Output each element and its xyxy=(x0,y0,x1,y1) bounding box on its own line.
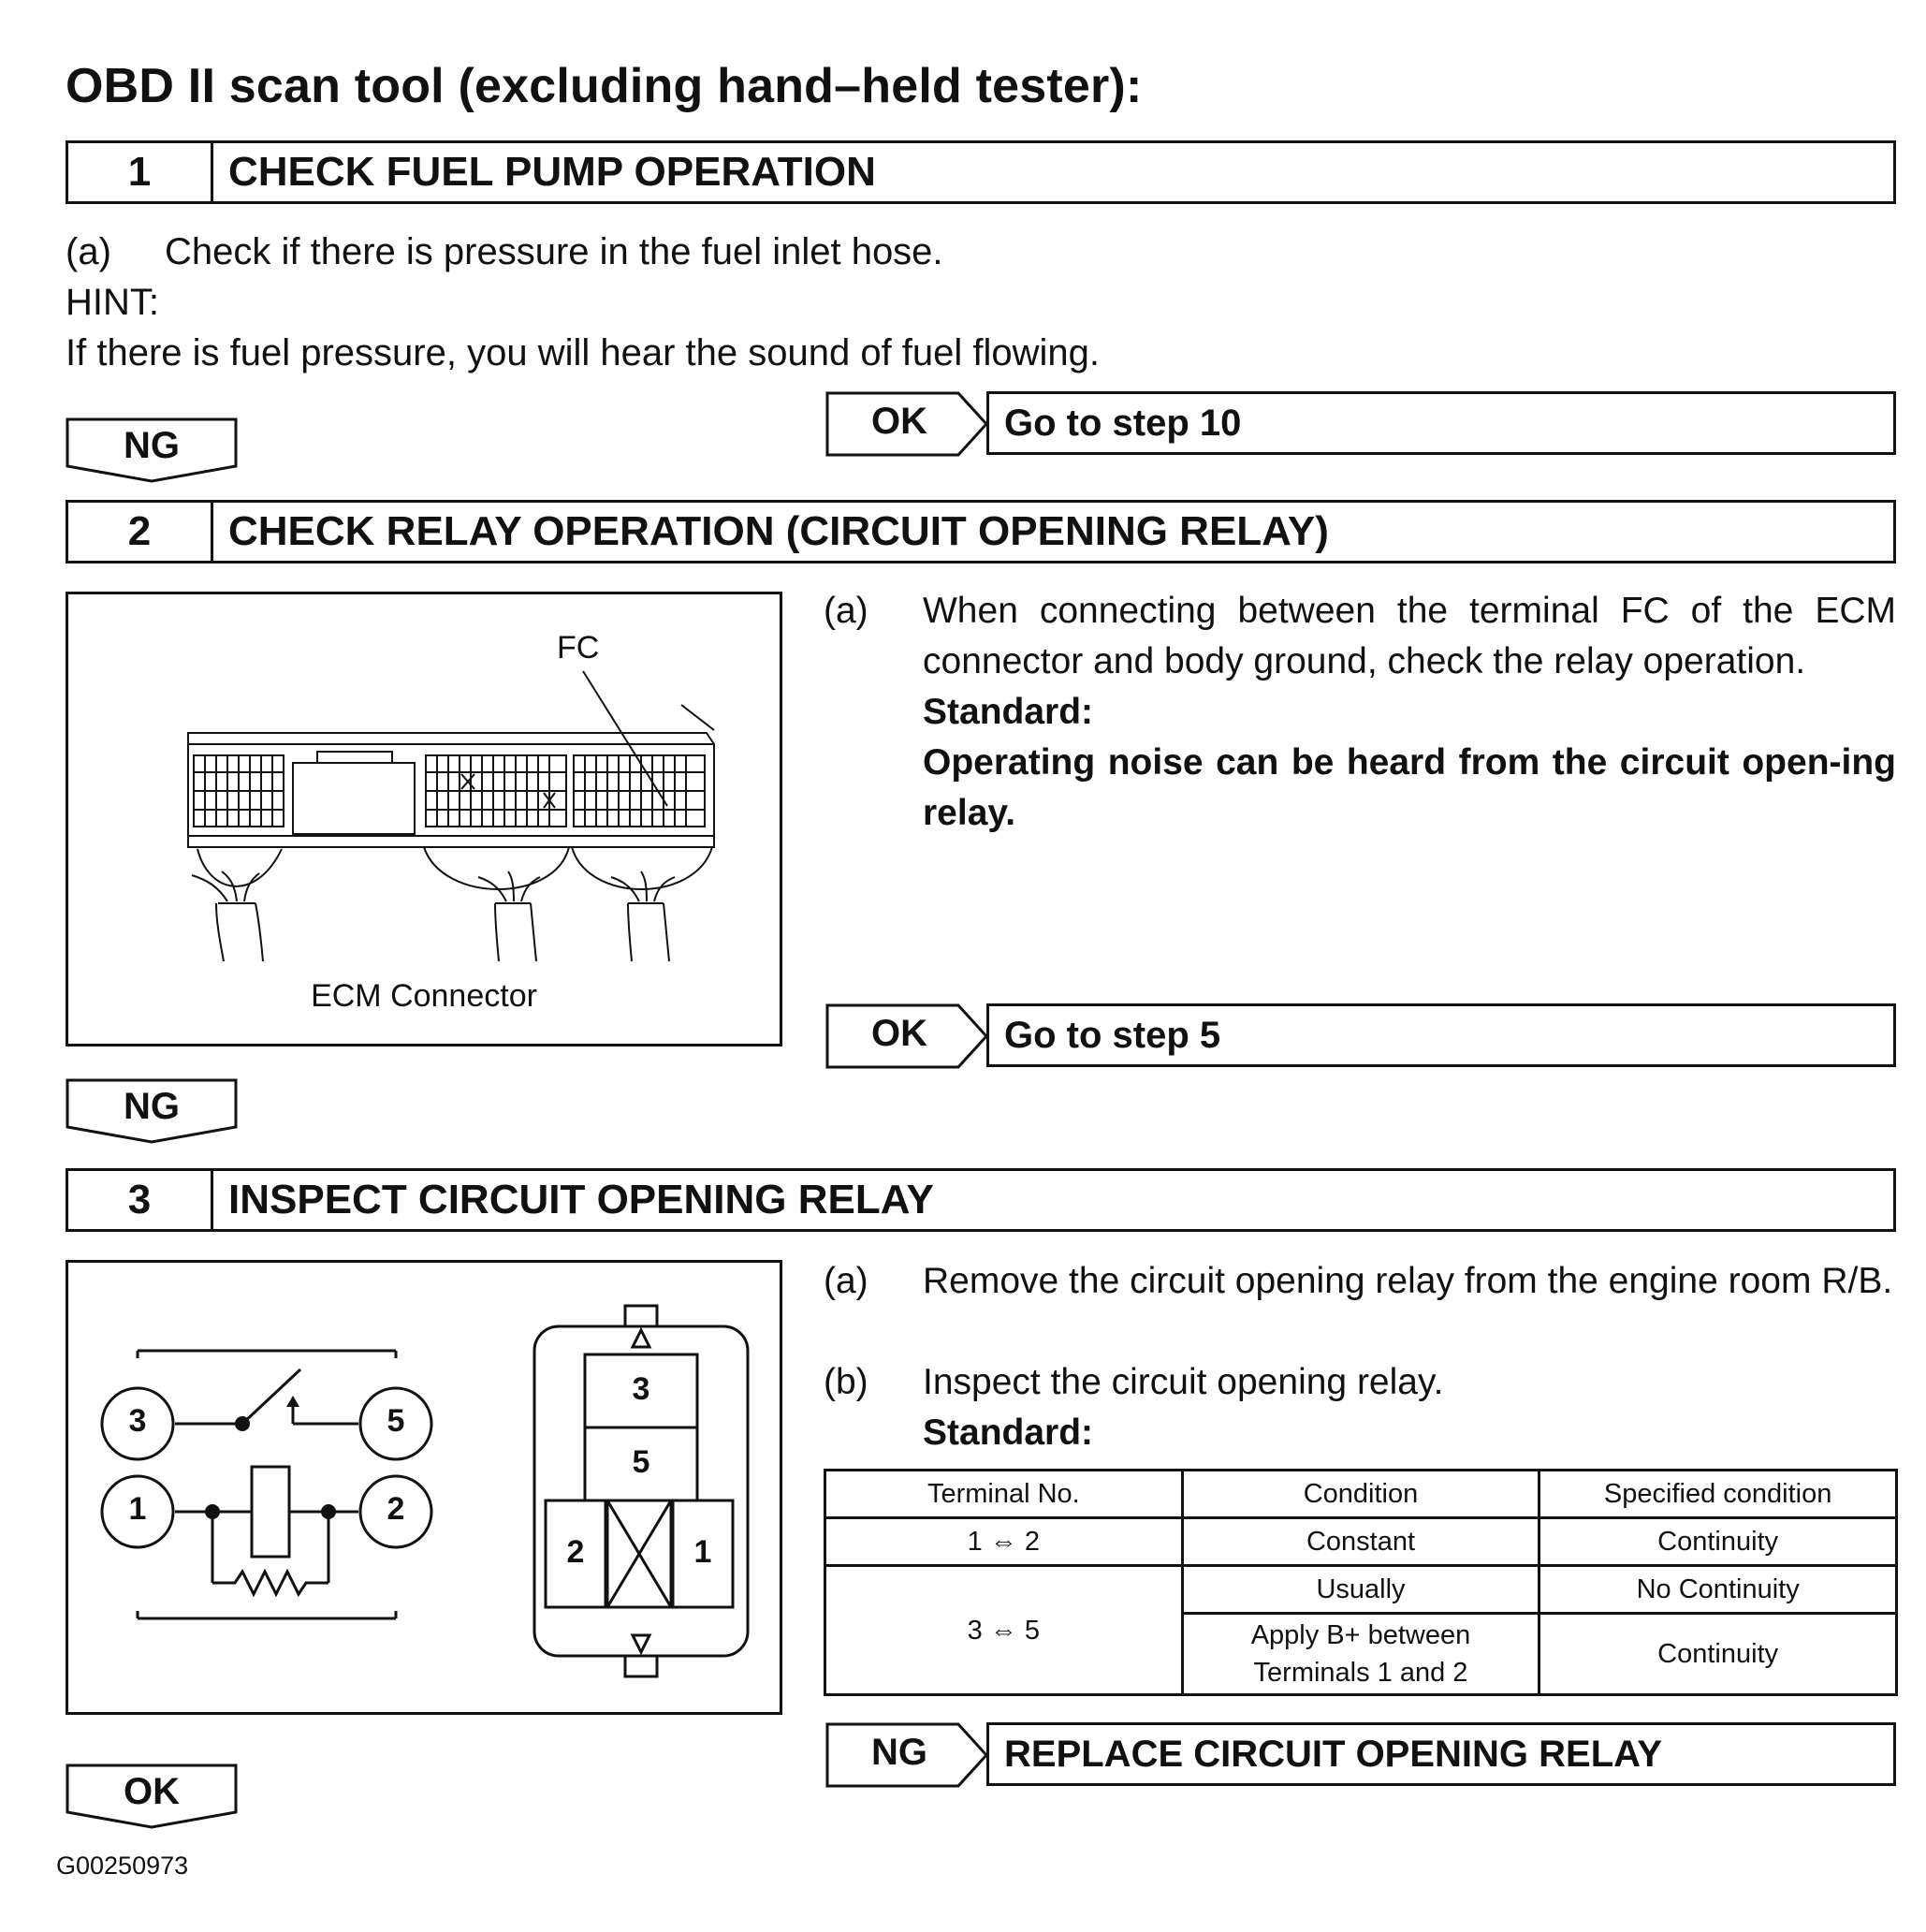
schematic-terminal-3: 3 xyxy=(128,1403,147,1439)
step-2-ok-result: Go to step 5 xyxy=(986,1003,1896,1067)
step-2-number: 2 xyxy=(68,503,213,561)
step-1-number: 1 xyxy=(68,143,213,201)
step-3-instruction-a-label: (a) xyxy=(824,1261,868,1301)
step-1-ok-result: Go to step 10 xyxy=(986,391,1896,455)
step-3-instruction-b-label: (b) xyxy=(824,1362,868,1402)
step-3-ok-label: OK xyxy=(124,1771,180,1812)
step-3-instruction-block xyxy=(824,1256,1900,1471)
step-3-ng-label: NG xyxy=(871,1732,927,1773)
table-cell-specified: No Continuity xyxy=(1539,1566,1897,1614)
step-3-header xyxy=(66,1168,1896,1232)
table-row xyxy=(825,1518,1897,1566)
step-3-ng-result: REPLACE CIRCUIT OPENING RELAY xyxy=(986,1722,1896,1786)
step-3-ok-tag xyxy=(66,1764,238,1829)
step-2-standard-label: Standard: xyxy=(923,692,1094,732)
table-cell-specified: Continuity xyxy=(1539,1518,1897,1566)
table-header-condition: Condition xyxy=(1182,1471,1539,1518)
relay-terminal-5: 5 xyxy=(632,1444,650,1480)
table-cell-condition-line1: Apply B+ between xyxy=(1250,1620,1471,1650)
schematic-terminal-5: 5 xyxy=(387,1403,405,1439)
step-1-title: CHECK FUEL PUMP OPERATION xyxy=(228,149,876,195)
step-1-ok-label: OK xyxy=(871,401,927,442)
step-1-instruction: Check if there is pressure in the fuel inlet hose. xyxy=(165,231,943,272)
table-header-row xyxy=(825,1471,1897,1518)
step-3-title: INSPECT CIRCUIT OPENING RELAY xyxy=(228,1177,934,1222)
table-cell-specified: Continuity xyxy=(1539,1614,1897,1695)
table-cell-terminal: 1 ⇔ 2 xyxy=(825,1518,1183,1566)
table-row xyxy=(825,1566,1897,1614)
step-3-standard-label: Standard: xyxy=(923,1412,1094,1453)
relay-figure xyxy=(66,1260,782,1715)
table-header-specified: Specified condition xyxy=(1539,1471,1897,1518)
table-header-terminal: Terminal No. xyxy=(825,1471,1183,1518)
ecm-connector-figure xyxy=(66,592,782,1046)
step-3-number: 3 xyxy=(68,1171,213,1229)
step-3-ng-tag xyxy=(825,1722,1003,1788)
step-2-title: CHECK RELAY OPERATION (CIRCUIT OPENING RELAY) xyxy=(228,508,1329,554)
step-2-ok-tag xyxy=(825,1003,1003,1069)
step-2-instruction-label: (a) xyxy=(824,591,868,631)
ecm-connector-caption: ECM Connector xyxy=(311,978,537,1014)
fc-terminal-label: FC xyxy=(557,630,600,666)
step-2-ng-tag xyxy=(66,1078,238,1144)
step-2-header xyxy=(66,500,1896,564)
table-cell-condition xyxy=(1182,1614,1539,1695)
relay-terminal-1: 1 xyxy=(693,1534,712,1570)
document-id: G00250973 xyxy=(56,1852,189,1880)
step-2-instruction-block xyxy=(824,586,1900,833)
step-2-instruction: When connecting between the terminal FC of the ECM connector and body ground, check the relay operation. xyxy=(923,591,1896,681)
step-1-instruction-label: (a) xyxy=(66,231,111,272)
relay-terminal-2: 2 xyxy=(566,1534,585,1570)
step-1-ng-tag xyxy=(66,417,238,483)
relay-terminal-3: 3 xyxy=(632,1371,650,1407)
step-2-ok-label: OK xyxy=(871,1013,927,1054)
step-3-instruction-b: Inspect the circuit opening relay. xyxy=(923,1362,1444,1402)
table-cell-condition-line2: Terminals 1 and 2 xyxy=(1253,1658,1468,1688)
step-2-standard: Operating noise can be heard from the circuit open-ing relay. xyxy=(923,742,1896,833)
step-3-instruction-a: Remove the circuit opening relay from the engine room R/B. xyxy=(923,1261,1893,1301)
schematic-terminal-2: 2 xyxy=(387,1491,405,1527)
relay-schematic-drawing xyxy=(68,1263,780,1712)
step-1-ng-label: NG xyxy=(124,425,180,466)
step-1-hint-label: HINT: xyxy=(66,282,159,323)
step-1-ok-tag xyxy=(825,391,1003,457)
step-1-hint: If there is fuel pressure, you will hear the sound of fuel flowing. xyxy=(66,332,1101,373)
table-cell-terminal: 3 ⇔ 5 xyxy=(825,1566,1183,1695)
step-2-ng-label: NG xyxy=(124,1086,180,1127)
step-1-header xyxy=(66,140,1896,204)
page-title: OBD II scan tool (excluding hand–held tester): xyxy=(66,59,1143,113)
table-cell-condition: Constant xyxy=(1182,1518,1539,1566)
ecm-connector-drawing xyxy=(68,594,780,1044)
table-cell-condition: Usually xyxy=(1182,1566,1539,1614)
schematic-terminal-1: 1 xyxy=(128,1491,147,1527)
standard-table xyxy=(824,1469,1898,1696)
